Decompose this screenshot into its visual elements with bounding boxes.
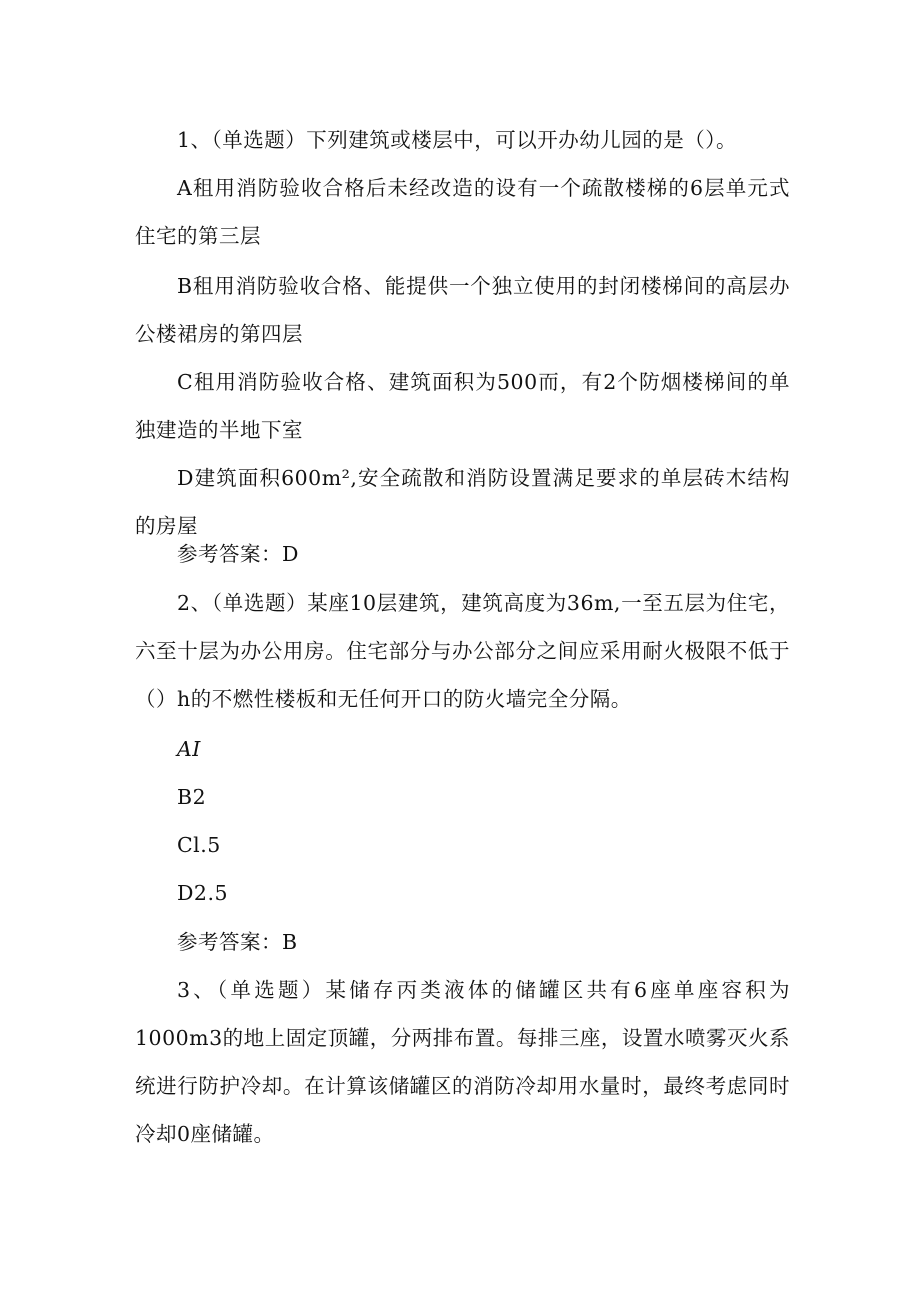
question-2-option-c: Cl.5 — [177, 833, 221, 857]
question-1-option-d: D建筑面积600m²,安全疏散和消防设置满足要求的单层砖木结构的房屋 — [135, 466, 790, 538]
question-2-option-d: D2.5 — [177, 881, 229, 905]
question-1-option-c: C租用消防验收合格、建筑面积为500而，有2个防烟楼梯间的单独建造的半地下室 — [135, 370, 790, 442]
question-1-answer: 参考答案：D — [177, 542, 299, 566]
question-2-option-a: AI — [177, 737, 201, 761]
question-1-stem: 1、（单选题）下列建筑或楼层中，可以开办幼儿园的是（）。 — [177, 128, 738, 152]
question-1-option-a: A租用消防验收合格后未经改造的设有一个疏散楼梯的6层单元式住宅的第三层 — [135, 176, 790, 248]
question-2-answer: 参考答案：B — [177, 930, 298, 954]
question-2-option-b: B2 — [177, 785, 207, 809]
question-1-option-b: B租用消防验收合格、能提供一个独立使用的封闭楼梯间的高层办公楼裙房的第四层 — [135, 274, 790, 346]
question-2-stem: 2、（单选题）某座10层建筑，建筑高度为36m,一至五层为住宅，六至十层为办公用房。住宅部分与办公部分之间应采用耐火极限不低于（）h的不燃性楼板和无任何开口的防火墙完全分隔。 — [135, 591, 790, 711]
question-3-stem: 3、（单选题）某储存丙类液体的储罐区共有6座单座容积为1000m3的地上固定顶罐，分两排布置。每排三座，设置水喷雾灭火系统进行防护冷却。在计算该储罐区的消防冷却用水量时，最终考虑同时冷却0座储罐。 — [135, 978, 790, 1146]
